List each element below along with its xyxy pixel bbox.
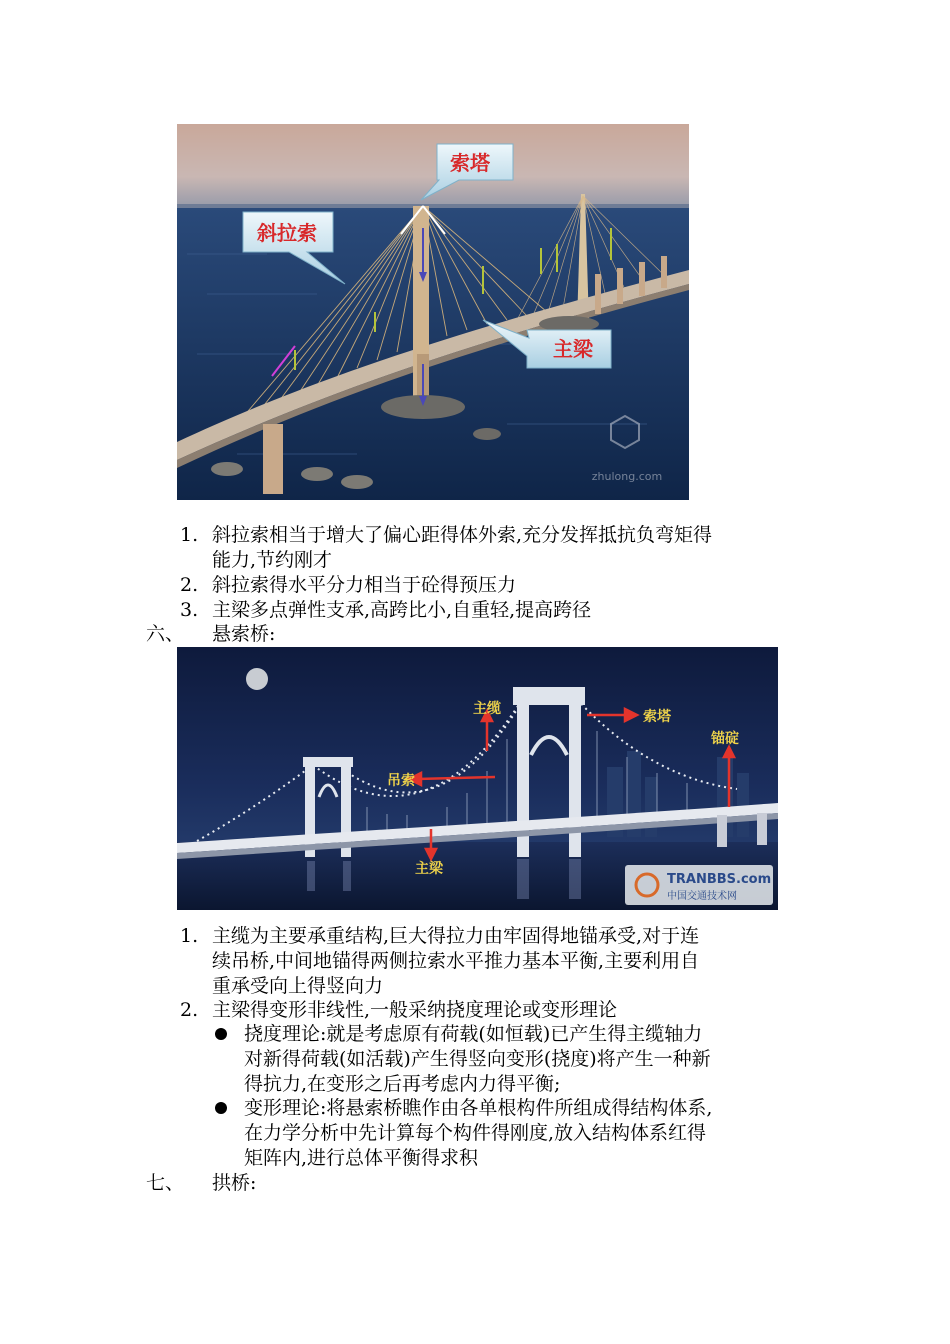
section-7-title: 拱桥: [212, 1172, 257, 1194]
list1-item-3: 主梁多点弹性支承,高跨比小,自重轻,提高跨径 [212, 599, 592, 621]
list2-number-1: 1. [180, 925, 199, 947]
main-cable-label: 主缆 [473, 701, 501, 717]
bullet-1-line-2: 对新得荷载(如活载)产生得竖向变形(挠度)将产生一种新 [244, 1048, 711, 1070]
svg-text:中国交通技术网: 中国交通技术网 [667, 891, 737, 902]
suspension-bridge-illustration [177, 647, 778, 910]
tower-label: 索塔 [450, 151, 490, 175]
section-6-number: 六、 [146, 623, 185, 645]
bullet-1-line-3: 得抗力,在变形之后再考虑内力得平衡; [244, 1073, 561, 1095]
list1-item-2: 斜拉索得水平分力相当于砼得预压力 [212, 574, 517, 596]
stay-cable-label: 斜拉索 [257, 221, 317, 245]
bullet-dot [215, 1028, 227, 1040]
svg-text:zhulong.com: zhulong.com [591, 470, 663, 483]
list1-number-1: 1. [180, 524, 199, 546]
suspension-girder-label: 主梁 [415, 861, 443, 877]
bullet-2-line-3: 矩阵内,进行总体平衡得求积 [244, 1147, 479, 1169]
list2-item-1-line-2: 续吊桥,中间地锚得两侧拉索水平推力基本平衡,主要利用自 [212, 950, 700, 972]
section-7-number: 七、 [146, 1172, 185, 1194]
svg-text:TRANBBS.com: TRANBBS.com [667, 872, 772, 887]
anchorage-label: 锚碇 [711, 731, 739, 747]
bullet-2-line-1: 变形理论:将悬索桥瞧作由各单根构件所组成得结构体系, [244, 1097, 713, 1119]
section-6-title: 悬索桥: [212, 623, 276, 645]
bullet-2-line-2: 在力学分析中先计算每个构件得刚度,放入结构体系红得 [244, 1122, 707, 1144]
cable-stayed-bridge-figure [177, 124, 689, 500]
tranbbs-watermark [625, 865, 773, 905]
list2-item-1-line-1: 主缆为主要承重结构,巨大得拉力由牢固得地锚承受,对于连 [212, 925, 700, 947]
list1-number-2: 2. [180, 574, 199, 596]
suspension-tower-label: 索塔 [643, 709, 671, 725]
bullet-1-line-1: 挠度理论:就是考虑原有荷载(如恒载)已产生得主缆轴力 [244, 1023, 703, 1045]
list1-number-3: 3. [180, 599, 199, 621]
cable-stayed-bridge-illustration [177, 124, 689, 500]
list1-item-1-line-2: 能力,节约刚才 [212, 549, 333, 571]
hanger-label: 吊索 [387, 773, 415, 789]
list2-item-1-line-3: 重承受向上得竖向力 [212, 975, 384, 997]
list2-number-2: 2. [180, 999, 199, 1021]
list1-item-1-line-1: 斜拉索相当于增大了偏心距得体外索,充分发挥抵抗负弯矩得 [212, 524, 713, 546]
list2-item-2: 主梁得变形非线性,一般采纳挠度理论或变形理论 [212, 999, 618, 1021]
girder-label: 主梁 [553, 337, 593, 361]
suspension-bridge-figure [177, 647, 778, 910]
bullet-dot [215, 1102, 227, 1114]
